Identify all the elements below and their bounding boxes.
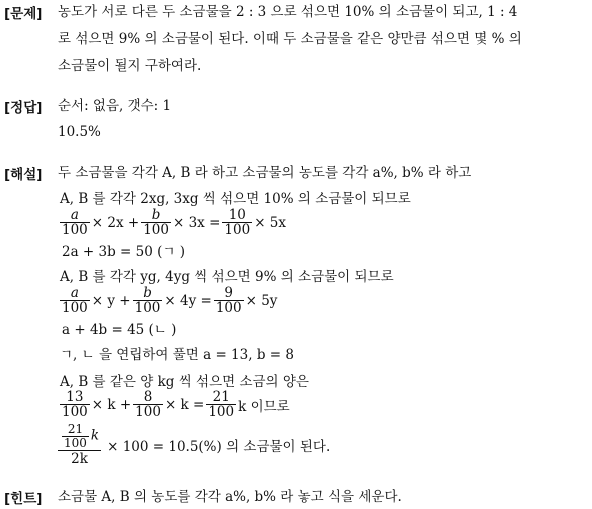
hint-tag: [힌트]: [4, 491, 43, 507]
equation-2: $\frac{a}{100}$ × y + $\frac{b}{100}$ × 4y = $\frac{9}{100}$ × 5y: [62, 285, 278, 317]
answer-order-count: 순서: 없음, 갯수: 1: [58, 98, 172, 114]
solution-tag: [해설]: [4, 167, 43, 183]
equation-2-result: a + 4b = 45 (ㄴ ): [62, 322, 177, 338]
solution-solve-text: ㄱ, ㄴ 을 연립하여 풀면 a = 13, b = 8: [60, 347, 294, 363]
equation-1-result: 2a + 3b = 50 (ㄱ ): [62, 244, 185, 260]
equation-1: $\frac{a}{100}$ × 2x + $\frac{b}{100}$ × 3x = $\frac{10}{100}$ × 5x: [62, 207, 286, 239]
equation-3: $\frac{13}{100}$ × k + $\frac{8}{100}$ × k = $\frac{21}{100}$ k 이므로: [62, 389, 290, 421]
problem-line-2: 로 섞으면 9% 의 소금물이 된다. 이때 두 소금물을 같은 양만큼 섞으면 몇 % 의: [58, 31, 522, 47]
equation-4: $\frac{21}{100}$ k 2k × 100 = 10.5(%) 의 소금물이 된다.: [58, 423, 330, 466]
solution-step2-text: A, B 를 각각 yg, 4yg 씩 섞으면 9% 의 소금물이 되므로: [60, 269, 394, 285]
solution-step3-text: A, B 를 같은 양 kg 씩 섞으면 소금의 양은: [60, 374, 309, 390]
solution-intro: 두 소금물을 각각 A, B 라 하고 소금물의 농도를 각각 a%, b% 라 하고: [58, 165, 472, 181]
hint-text: 소금물 A, B 의 농도를 각각 a%, b% 라 놓고 식을 세운다.: [58, 489, 402, 505]
problem-line-3: 소금물이 될지 구하여라.: [58, 58, 202, 74]
solution-step1-text: A, B 를 각각 2xg, 3xg 씩 섞으면 10% 의 소금물이 되므로: [60, 191, 411, 207]
problem-tag: [문제]: [4, 6, 43, 22]
answer-value: 10.5%: [58, 124, 101, 140]
answer-tag: [정답]: [4, 100, 43, 116]
problem-line-1: 농도가 서로 다른 두 소금물을 2 : 3 으로 섞으면 10% 의 소금물이 되고, 1 : 4: [58, 4, 518, 20]
